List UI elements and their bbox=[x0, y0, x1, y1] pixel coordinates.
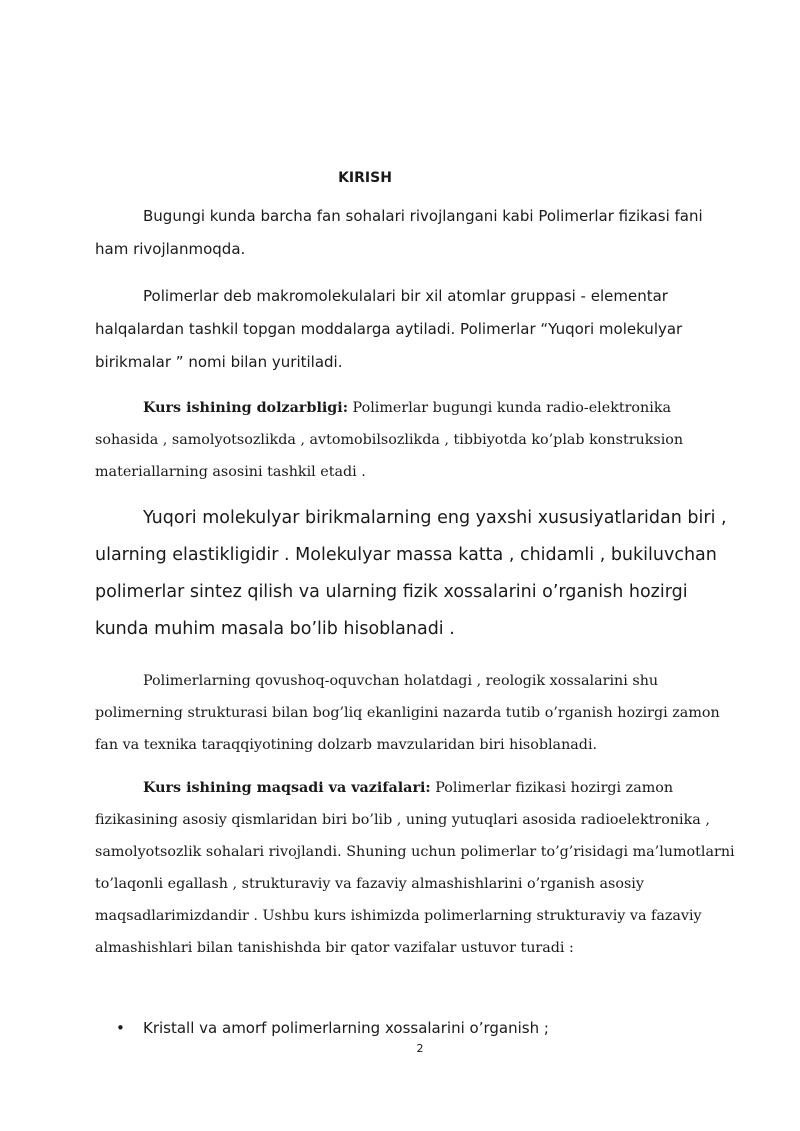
intro-paragraph: Bugungi kunda barcha fan sohalari rivojlangani kabi Polimerlar fizikasi fani ham rivojlanmoqda. bbox=[95, 207, 703, 258]
goals-label: Kurs ishining maqsadi va vazifalari: bbox=[143, 780, 431, 796]
goals-text: Polimerlar fizikasi hozirgi zamon fizikasining asosiy qismlaridan biri bo’lib , uning yutuqlari asosida radioelektronika , samolyotsozlik sohalari rivojlandi. Shuning uchun polimerlar to’g’risidagi ma’lumotlarni to’laqonli egallash , strukturaviy va fazaviy almashishlarini o’rganish asosiy maqsadlarimizdandir . Ushbu kurs ishimizda polimerlarning strukturaviy va fazaviy almashishlari bilan tanishishda bir qator vazifalar ustuvor turadi : bbox=[95, 780, 735, 956]
page-title: KIRISH bbox=[338, 170, 392, 186]
goals-paragraph bbox=[95, 772, 735, 964]
definition-paragraph: Polimerlar deb makromolekulalari bir xil atomlar gruppasi - elementar halqalardan tashkil topgan moddalarga aytiladi. Polimerlar “Yuqori molekulyar birikmalar ” nomi bilan yuritiladi. bbox=[95, 287, 683, 371]
relevance-text: Polimerlar bugungi kunda radio-elektronika sohasida , samolyotsozlikda , avtomobilsozlikda , tibbiyotda ko’plab konstruksion materiallarning asosini tashkil etadi . bbox=[95, 400, 684, 480]
rheology-paragraph: Polimerlarning qovushoq-oquvchan holatdagi , reologik xossalarini shu polimerning strukturasi bilan bog’liq ekanligini nazarda tutib o’rganish hozirgi zamon fan va texnika taraqqiyotining dolzarb mavzularidan biri hisoblanadi. bbox=[95, 673, 720, 753]
relevance-label: Kurs ishining dolzarbligi: bbox=[143, 400, 349, 416]
relevance-paragraph bbox=[95, 392, 735, 488]
bullet-text: Kristall va amorf polimerlarning xossalarini o’rganish ; bbox=[143, 1019, 549, 1037]
bullet-list-item bbox=[116, 1013, 549, 1043]
bullet-icon: • bbox=[116, 1019, 125, 1037]
page-number: 2 bbox=[416, 1042, 424, 1055]
properties-paragraph: Yuqori molekulyar birikmalarning eng yaxshi xususiyatlaridan biri , ularning elastikligidir . Molekulyar massa katta , chidamli , bukiluvchan polimerlar sintez qilish va ularning fizik xossalarini o’rganish hozirgi kunda muhim masala bo’lib hisoblanadi . bbox=[95, 508, 727, 639]
